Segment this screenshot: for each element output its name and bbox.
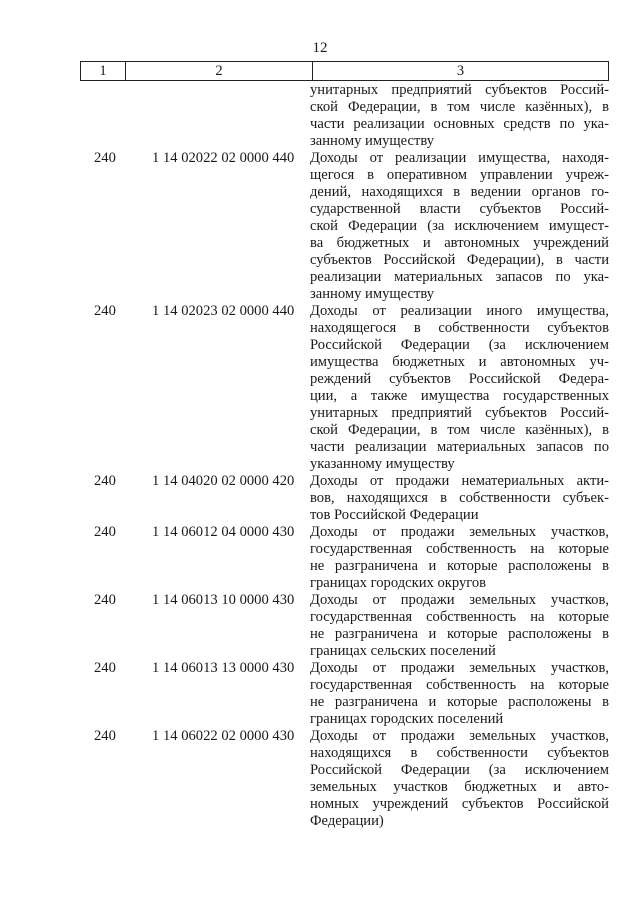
name-line: дений, находящихся в ведении органов го- (310, 184, 609, 200)
name-line: занному имуществу (310, 133, 435, 149)
revenue-name-cell (310, 728, 609, 830)
page-number: 12 (312, 40, 328, 56)
name-line: Доходы от продажи нематериальных акти- (310, 473, 609, 489)
name-line: ва бюджетных и автономных учреждений (310, 235, 609, 251)
admin-code-cell: 240 (94, 660, 116, 676)
name-line: занному имуществу (310, 286, 435, 302)
name-line: не разграничена и которые расположены в (310, 626, 609, 642)
column-header-2: 2 (126, 62, 313, 80)
name-line: указанному имуществу (310, 456, 455, 472)
name-line: Доходы от продажи земельных участков, (310, 660, 609, 676)
name-line: находящегося в собственности субъектов (310, 320, 609, 336)
revenue-name-cell (310, 150, 609, 303)
name-line: Доходы от реализации иного имущества, (310, 303, 609, 319)
name-line: Российской Федерации (за исключением (310, 762, 609, 778)
name-line: унитарных предприятий субъектов Россий- (310, 405, 609, 421)
table-header (80, 61, 609, 81)
name-line: Доходы от продажи земельных участков, (310, 728, 609, 744)
name-line: Доходы от реализации имущества, находя- (310, 150, 609, 166)
name-line: Российской Федерации (за исключением (310, 337, 609, 353)
revenue-name-cell (310, 660, 609, 728)
name-line: земельных участков бюджетных и авто- (310, 779, 609, 795)
admin-code-cell: 240 (94, 524, 116, 540)
name-line: ции, а также имущества государственных (310, 388, 609, 404)
name-line: границах сельских поселений (310, 643, 496, 659)
name-line: имущества бюджетных и автономных уч- (310, 354, 609, 370)
name-line: реждений субъектов Российской Федера- (310, 371, 609, 387)
revenue-code-cell: 1 14 06013 13 0000 430 (152, 660, 295, 676)
name-line: границах городских округов (310, 575, 487, 591)
table-row (80, 473, 609, 524)
revenue-code-cell: 1 14 02023 02 0000 440 (152, 303, 295, 319)
name-line: находящихся в собственности субъектов (310, 745, 609, 761)
table-row (80, 303, 609, 473)
revenue-name-cell (310, 524, 609, 592)
table-row (80, 82, 609, 150)
name-line: не разграничена и которые расположены в (310, 694, 609, 710)
column-header-3: 3 (456, 63, 465, 79)
table-row (80, 524, 609, 592)
name-line: государственная собственность на которые (310, 609, 609, 625)
table-body (80, 82, 609, 830)
name-line: сударственной власти субъектов Россий- (310, 201, 609, 217)
name-line: унитарных предприятий субъектов Россий- (310, 82, 609, 98)
admin-code-cell: 240 (94, 728, 116, 744)
revenue-code-cell: 1 14 02022 02 0000 440 (152, 150, 295, 166)
name-line: государственная собственность на которые (310, 541, 609, 557)
table-row (80, 150, 609, 303)
revenue-name-cell (310, 82, 609, 150)
revenue-name-cell (310, 592, 609, 660)
table-row (80, 592, 609, 660)
name-line: границах городских поселений (310, 711, 504, 727)
name-line: субъектов Российской Федерации), в части (310, 252, 609, 268)
name-line: ской Федерации, в том числе казённых), в (310, 422, 609, 438)
revenue-code-cell: 1 14 04020 02 0000 420 (152, 473, 295, 489)
name-line: Федерации) (310, 813, 384, 829)
admin-code-cell: 240 (94, 592, 116, 608)
name-line: Доходы от продажи земельных участков, (310, 524, 609, 540)
name-line: номных учреждений субъектов Российской (310, 796, 609, 812)
revenue-code-cell: 1 14 06022 02 0000 430 (152, 728, 295, 744)
name-line: ской Федерации, в том числе казённых), в (310, 99, 609, 115)
name-line: щегося в оперативном управлении учреж- (310, 167, 609, 183)
name-line: государственная собственность на которые (310, 677, 609, 693)
admin-code-cell: 240 (94, 303, 116, 319)
name-line: ской Федерации (за исключением имущест- (310, 218, 609, 234)
revenue-name-cell (310, 473, 609, 524)
admin-code-cell: 240 (94, 150, 116, 166)
column-header-1: 1 (81, 62, 126, 80)
table-row (80, 728, 609, 830)
table-row (80, 660, 609, 728)
name-line: тов Российской Федерации (310, 507, 479, 523)
name-line: вов, находящихся в собственности субъек- (310, 490, 609, 506)
admin-code-cell: 240 (94, 473, 116, 489)
revenue-code-cell: 1 14 06012 04 0000 430 (152, 524, 295, 540)
name-line: реализации материальных запасов по ука- (310, 269, 609, 285)
revenue-code-cell: 1 14 06013 10 0000 430 (152, 592, 295, 608)
name-line: Доходы от продажи земельных участков, (310, 592, 609, 608)
name-line: части реализации основных средств по ука- (310, 116, 609, 132)
name-line: части реализации материальных запасов по (310, 439, 609, 455)
revenue-name-cell (310, 303, 609, 473)
name-line: не разграничена и которые расположены в (310, 558, 609, 574)
